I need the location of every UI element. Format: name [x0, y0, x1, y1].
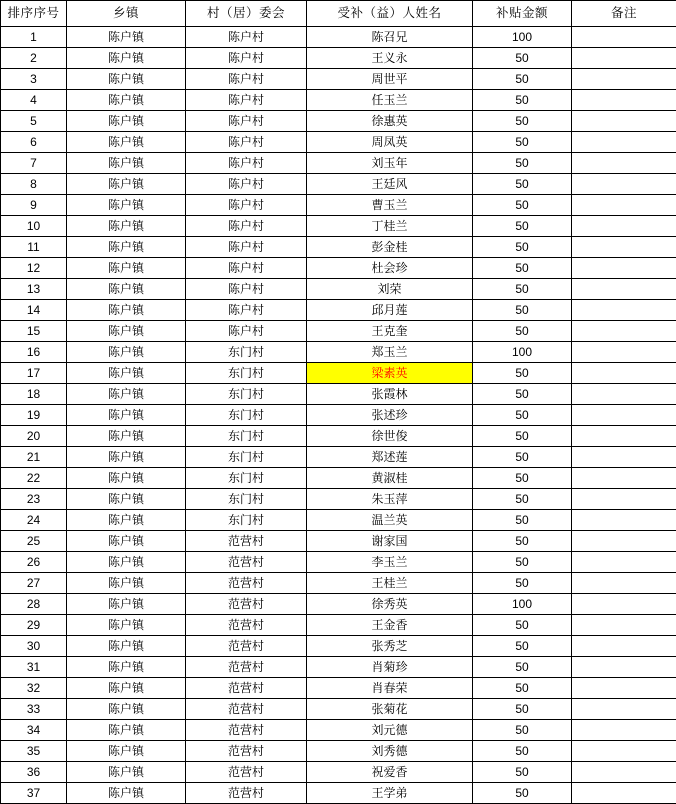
cell-remark — [572, 216, 676, 237]
cell-amount: 50 — [473, 615, 572, 636]
cell-village: 陈户村 — [186, 300, 307, 321]
cell-village: 东门村 — [186, 363, 307, 384]
cell-name: 王学弟 — [307, 783, 473, 804]
table-row — [1, 363, 676, 384]
cell-town: 陈户镇 — [67, 552, 186, 573]
column-header-village: 村（居）委会 — [186, 1, 307, 27]
table-row — [1, 174, 676, 195]
cell-index: 29 — [1, 615, 67, 636]
cell-name: 王义永 — [307, 48, 473, 69]
cell-amount: 50 — [473, 762, 572, 783]
cell-village: 陈户村 — [186, 111, 307, 132]
cell-name: 徐惠英 — [307, 111, 473, 132]
cell-name: 王桂兰 — [307, 573, 473, 594]
table-row — [1, 426, 676, 447]
cell-town: 陈户镇 — [67, 384, 186, 405]
cell-remark — [572, 321, 676, 342]
cell-town: 陈户镇 — [67, 363, 186, 384]
cell-town: 陈户镇 — [67, 615, 186, 636]
cell-name: 陈召兄 — [307, 27, 473, 48]
cell-index: 24 — [1, 510, 67, 531]
cell-name: 丁桂兰 — [307, 216, 473, 237]
cell-name: 徐世俊 — [307, 426, 473, 447]
cell-remark — [572, 384, 676, 405]
cell-amount: 50 — [473, 195, 572, 216]
table-row — [1, 741, 676, 762]
cell-remark — [572, 615, 676, 636]
cell-town: 陈户镇 — [67, 699, 186, 720]
cell-village: 范营村 — [186, 636, 307, 657]
cell-amount: 50 — [473, 741, 572, 762]
cell-amount: 50 — [473, 573, 572, 594]
cell-remark — [572, 762, 676, 783]
cell-village: 东门村 — [186, 510, 307, 531]
cell-index: 27 — [1, 573, 67, 594]
cell-index: 33 — [1, 699, 67, 720]
cell-village: 东门村 — [186, 342, 307, 363]
cell-remark — [572, 174, 676, 195]
cell-town: 陈户镇 — [67, 636, 186, 657]
cell-remark — [572, 741, 676, 762]
cell-remark — [572, 27, 676, 48]
cell-town: 陈户镇 — [67, 132, 186, 153]
cell-amount: 50 — [473, 258, 572, 279]
cell-name: 温兰英 — [307, 510, 473, 531]
cell-name: 王金香 — [307, 615, 473, 636]
cell-remark — [572, 468, 676, 489]
table-row — [1, 27, 676, 48]
cell-index: 13 — [1, 279, 67, 300]
cell-village: 范营村 — [186, 762, 307, 783]
cell-amount: 50 — [473, 636, 572, 657]
cell-village: 范营村 — [186, 552, 307, 573]
cell-village: 东门村 — [186, 426, 307, 447]
cell-village: 陈户村 — [186, 69, 307, 90]
table-row — [1, 132, 676, 153]
cell-name: 祝爱香 — [307, 762, 473, 783]
table-row — [1, 762, 676, 783]
table-row — [1, 783, 676, 804]
cell-index: 1 — [1, 27, 67, 48]
cell-index: 18 — [1, 384, 67, 405]
cell-index: 20 — [1, 426, 67, 447]
cell-village: 东门村 — [186, 489, 307, 510]
cell-village: 陈户村 — [186, 90, 307, 111]
cell-remark — [572, 678, 676, 699]
cell-name: 周世平 — [307, 69, 473, 90]
cell-town: 陈户镇 — [67, 216, 186, 237]
table-row — [1, 510, 676, 531]
cell-remark — [572, 111, 676, 132]
cell-village: 陈户村 — [186, 216, 307, 237]
cell-town: 陈户镇 — [67, 342, 186, 363]
column-header-name: 受补（益）人姓名 — [307, 1, 473, 27]
cell-remark — [572, 342, 676, 363]
cell-remark — [572, 258, 676, 279]
cell-town: 陈户镇 — [67, 573, 186, 594]
cell-town: 陈户镇 — [67, 27, 186, 48]
cell-index: 31 — [1, 657, 67, 678]
cell-town: 陈户镇 — [67, 594, 186, 615]
cell-amount: 50 — [473, 321, 572, 342]
cell-village: 范营村 — [186, 531, 307, 552]
cell-index: 6 — [1, 132, 67, 153]
cell-index: 8 — [1, 174, 67, 195]
cell-index: 9 — [1, 195, 67, 216]
table-row — [1, 678, 676, 699]
cell-amount: 50 — [473, 69, 572, 90]
cell-remark — [572, 405, 676, 426]
cell-name: 周凤英 — [307, 132, 473, 153]
cell-village: 陈户村 — [186, 279, 307, 300]
cell-amount: 50 — [473, 237, 572, 258]
table-row — [1, 111, 676, 132]
cell-index: 14 — [1, 300, 67, 321]
cell-town: 陈户镇 — [67, 300, 186, 321]
table-row — [1, 468, 676, 489]
cell-remark — [572, 720, 676, 741]
cell-village: 范营村 — [186, 573, 307, 594]
table-row — [1, 216, 676, 237]
cell-name: 彭金桂 — [307, 237, 473, 258]
table-row — [1, 384, 676, 405]
cell-remark — [572, 636, 676, 657]
cell-index: 36 — [1, 762, 67, 783]
cell-index: 26 — [1, 552, 67, 573]
cell-name: 郑述莲 — [307, 447, 473, 468]
cell-remark — [572, 531, 676, 552]
cell-amount: 50 — [473, 447, 572, 468]
cell-amount: 50 — [473, 174, 572, 195]
cell-town: 陈户镇 — [67, 279, 186, 300]
cell-name: 刘玉年 — [307, 153, 473, 174]
table-row — [1, 573, 676, 594]
table-row — [1, 636, 676, 657]
cell-village: 范营村 — [186, 783, 307, 804]
cell-index: 15 — [1, 321, 67, 342]
cell-town: 陈户镇 — [67, 258, 186, 279]
cell-amount: 50 — [473, 699, 572, 720]
cell-village: 陈户村 — [186, 258, 307, 279]
table-row — [1, 69, 676, 90]
table-row — [1, 48, 676, 69]
cell-index: 28 — [1, 594, 67, 615]
cell-amount: 50 — [473, 678, 572, 699]
cell-village: 东门村 — [186, 405, 307, 426]
cell-name: 黄淑桂 — [307, 468, 473, 489]
column-header-town: 乡镇 — [67, 1, 186, 27]
cell-index: 32 — [1, 678, 67, 699]
cell-village: 陈户村 — [186, 321, 307, 342]
cell-amount: 100 — [473, 594, 572, 615]
cell-remark — [572, 132, 676, 153]
cell-village: 东门村 — [186, 447, 307, 468]
table-row — [1, 279, 676, 300]
cell-name: 肖菊珍 — [307, 657, 473, 678]
table-row — [1, 447, 676, 468]
cell-village: 范营村 — [186, 699, 307, 720]
table-row — [1, 720, 676, 741]
cell-remark — [572, 594, 676, 615]
table-row — [1, 699, 676, 720]
cell-town: 陈户镇 — [67, 90, 186, 111]
cell-town: 陈户镇 — [67, 657, 186, 678]
cell-remark — [572, 279, 676, 300]
cell-village: 陈户村 — [186, 237, 307, 258]
table-row — [1, 489, 676, 510]
cell-amount: 50 — [473, 510, 572, 531]
cell-village: 东门村 — [186, 468, 307, 489]
cell-index: 19 — [1, 405, 67, 426]
cell-town: 陈户镇 — [67, 489, 186, 510]
cell-remark — [572, 447, 676, 468]
table-header — [1, 1, 676, 27]
cell-name: 刘荣 — [307, 279, 473, 300]
cell-amount: 50 — [473, 552, 572, 573]
cell-remark — [572, 153, 676, 174]
table-row — [1, 657, 676, 678]
cell-village: 范营村 — [186, 720, 307, 741]
cell-town: 陈户镇 — [67, 720, 186, 741]
cell-town: 陈户镇 — [67, 153, 186, 174]
cell-index: 30 — [1, 636, 67, 657]
cell-town: 陈户镇 — [67, 321, 186, 342]
cell-town: 陈户镇 — [67, 762, 186, 783]
table-row — [1, 300, 676, 321]
cell-index: 17 — [1, 363, 67, 384]
cell-index: 7 — [1, 153, 67, 174]
cell-village: 陈户村 — [186, 195, 307, 216]
cell-index: 4 — [1, 90, 67, 111]
cell-remark — [572, 552, 676, 573]
cell-name: 邱月莲 — [307, 300, 473, 321]
table-row — [1, 594, 676, 615]
cell-index: 5 — [1, 111, 67, 132]
cell-village: 范营村 — [186, 657, 307, 678]
cell-index: 10 — [1, 216, 67, 237]
cell-name: 王克奎 — [307, 321, 473, 342]
cell-remark — [572, 90, 676, 111]
cell-town: 陈户镇 — [67, 405, 186, 426]
cell-index: 12 — [1, 258, 67, 279]
cell-amount: 50 — [473, 132, 572, 153]
cell-amount: 50 — [473, 531, 572, 552]
cell-name: 张述珍 — [307, 405, 473, 426]
cell-name: 杜会珍 — [307, 258, 473, 279]
cell-remark — [572, 573, 676, 594]
cell-village: 陈户村 — [186, 132, 307, 153]
cell-amount: 50 — [473, 90, 572, 111]
cell-index: 16 — [1, 342, 67, 363]
cell-index: 11 — [1, 237, 67, 258]
cell-name: 张霞林 — [307, 384, 473, 405]
cell-index: 3 — [1, 69, 67, 90]
cell-town: 陈户镇 — [67, 69, 186, 90]
cell-name: 郑玉兰 — [307, 342, 473, 363]
cell-index: 35 — [1, 741, 67, 762]
cell-town: 陈户镇 — [67, 678, 186, 699]
cell-village: 范营村 — [186, 741, 307, 762]
cell-village: 范营村 — [186, 615, 307, 636]
table-row — [1, 321, 676, 342]
cell-name: 谢家国 — [307, 531, 473, 552]
table-row — [1, 552, 676, 573]
cell-index: 2 — [1, 48, 67, 69]
table-row — [1, 153, 676, 174]
cell-amount: 50 — [473, 111, 572, 132]
cell-name: 曹玉兰 — [307, 195, 473, 216]
cell-name: 任玉兰 — [307, 90, 473, 111]
table-row — [1, 342, 676, 363]
column-header-remark: 备注 — [572, 1, 676, 27]
cell-village: 陈户村 — [186, 153, 307, 174]
column-header-amount: 补贴金额 — [473, 1, 572, 27]
cell-index: 22 — [1, 468, 67, 489]
cell-name: 刘元德 — [307, 720, 473, 741]
cell-amount: 50 — [473, 489, 572, 510]
cell-remark — [572, 48, 676, 69]
cell-amount: 100 — [473, 27, 572, 48]
cell-amount: 50 — [473, 657, 572, 678]
table-row — [1, 615, 676, 636]
cell-amount: 50 — [473, 279, 572, 300]
cell-name: 朱玉萍 — [307, 489, 473, 510]
cell-amount: 50 — [473, 153, 572, 174]
cell-name: 刘秀德 — [307, 741, 473, 762]
cell-amount: 50 — [473, 363, 572, 384]
table-row — [1, 258, 676, 279]
cell-town: 陈户镇 — [67, 531, 186, 552]
cell-remark — [572, 426, 676, 447]
cell-amount: 50 — [473, 48, 572, 69]
cell-town: 陈户镇 — [67, 447, 186, 468]
cell-name: 王廷风 — [307, 174, 473, 195]
cell-amount: 50 — [473, 384, 572, 405]
cell-town: 陈户镇 — [67, 195, 186, 216]
table-row — [1, 405, 676, 426]
table-body — [1, 27, 676, 804]
cell-index: 23 — [1, 489, 67, 510]
cell-remark — [572, 237, 676, 258]
cell-village: 范营村 — [186, 594, 307, 615]
cell-remark — [572, 363, 676, 384]
table-row — [1, 90, 676, 111]
cell-village: 陈户村 — [186, 174, 307, 195]
cell-town: 陈户镇 — [67, 174, 186, 195]
cell-amount: 50 — [473, 468, 572, 489]
cell-name: 徐秀英 — [307, 594, 473, 615]
cell-village: 陈户村 — [186, 27, 307, 48]
cell-remark — [572, 489, 676, 510]
cell-town: 陈户镇 — [67, 426, 186, 447]
cell-town: 陈户镇 — [67, 48, 186, 69]
table-row — [1, 237, 676, 258]
cell-index: 25 — [1, 531, 67, 552]
cell-remark — [572, 510, 676, 531]
cell-remark — [572, 657, 676, 678]
table-row — [1, 531, 676, 552]
cell-town: 陈户镇 — [67, 783, 186, 804]
cell-index: 34 — [1, 720, 67, 741]
cell-village: 陈户村 — [186, 48, 307, 69]
table-header-row — [1, 1, 676, 27]
cell-amount: 50 — [473, 720, 572, 741]
cell-remark — [572, 300, 676, 321]
cell-village: 范营村 — [186, 678, 307, 699]
cell-remark — [572, 783, 676, 804]
cell-name: 梁素英 — [307, 363, 473, 384]
cell-amount: 50 — [473, 426, 572, 447]
cell-village: 东门村 — [186, 384, 307, 405]
cell-name: 张菊花 — [307, 699, 473, 720]
cell-remark — [572, 195, 676, 216]
cell-remark — [572, 699, 676, 720]
cell-town: 陈户镇 — [67, 111, 186, 132]
cell-amount: 50 — [473, 783, 572, 804]
cell-index: 37 — [1, 783, 67, 804]
cell-amount: 50 — [473, 300, 572, 321]
cell-town: 陈户镇 — [67, 237, 186, 258]
cell-amount: 50 — [473, 216, 572, 237]
cell-town: 陈户镇 — [67, 741, 186, 762]
table-row — [1, 195, 676, 216]
cell-name: 肖春荣 — [307, 678, 473, 699]
cell-remark — [572, 69, 676, 90]
cell-name: 李玉兰 — [307, 552, 473, 573]
cell-town: 陈户镇 — [67, 468, 186, 489]
cell-amount: 50 — [473, 405, 572, 426]
cell-town: 陈户镇 — [67, 510, 186, 531]
column-header-index: 排序序号 — [1, 1, 67, 27]
cell-amount: 100 — [473, 342, 572, 363]
cell-name: 张秀芝 — [307, 636, 473, 657]
cell-index: 21 — [1, 447, 67, 468]
